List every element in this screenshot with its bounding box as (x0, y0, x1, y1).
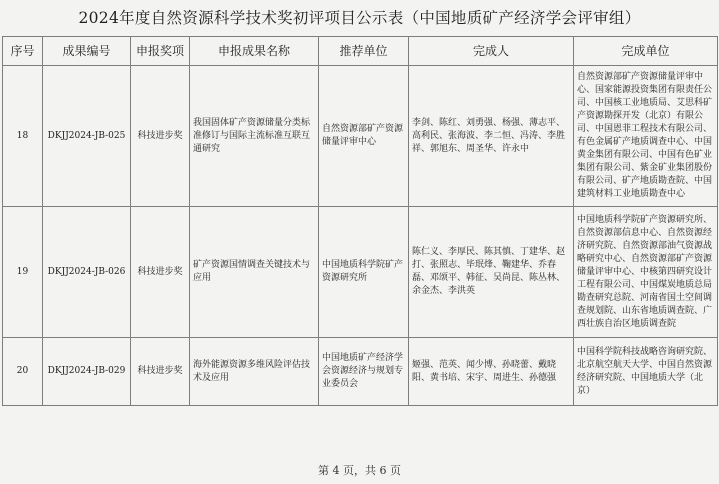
row-people: 李剑、陈红、刘勇强、杨强、薄志平、高利民、张海波、李二恒、冯涛、李胜祥、郭旭东、周圣华、许永中 (409, 66, 574, 207)
row-code: DKJJ2024-JB-029 (43, 338, 131, 406)
row-no: 19 (3, 207, 43, 338)
row-people: 陈仁义、李厚民、陈其慎、丁建华、赵打、张照志、毕珉烽、鞠建华、乔春磊、邓颂平、韩征、吴尚昆、陈丛林、余金杰、李洪英 (409, 207, 574, 338)
page-title: 2024年度自然资源科学技术奖初评项目公示表（中国地质矿产经济学会评审组） (78, 9, 641, 27)
row-units: 中国科学院科技战略咨询研究院、北京航空航天大学、中国自然资源经济研究院、中国地质大学（北京） (574, 338, 718, 406)
row-name: 矿产资源国情调查关键技术与应用 (190, 207, 319, 338)
header-code: 成果编号 (43, 37, 131, 66)
row-award: 科技进步奖 (131, 338, 190, 406)
row-award: 科技进步奖 (131, 207, 190, 338)
row-code: DKJJ2024-JB-025 (43, 66, 131, 207)
row-name: 我国固体矿产资源储量分类标准修订与国际主流标准互联互通研究 (190, 66, 319, 207)
header-people: 完成人 (409, 37, 574, 66)
header-award: 申报奖项 (131, 37, 190, 66)
row-units: 自然资源部矿产资源储量评审中心、国家能源投资集团有限责任公司、中国核工业地质局、艾思科矿产资源勘探开发（北京）有限公司、中国恩菲工程技术有限公司、有色金属矿产地质调查中心、中国黄金集团有限公司、中国有色矿业集团有限公司、紫金矿业集团股份有限公司、矿产地质勘查院、中国建筑材料工业地质勘查中心 (574, 66, 718, 207)
table-row (3, 66, 718, 207)
header-name: 申报成果名称 (190, 37, 319, 66)
row-no: 20 (3, 338, 43, 406)
header-recommender: 推荐单位 (319, 37, 409, 66)
row-people: 姬强、范英、闻少博、孙晓蕾、戴晓阳、黄书培、宋宇、周进生、孙德强 (409, 338, 574, 406)
page-number: 第 4 页，共 6 页 (318, 464, 401, 477)
table-header-row (3, 37, 718, 66)
row-recommender: 中国地质科学院矿产资源研究所 (319, 207, 409, 338)
row-units: 中国地质科学院矿产资源研究所、自然资源部信息中心、自然资源经济研究院、自然资源部油气资源战略研究中心、自然资源部矿产资源储量评审中心、中核第四研究设计工程有限公司、中国煤炭地质总局勘查研究总院、河南省国土空间调查规划院、山东省地质调查院、广西壮族自治区地质调查院 (574, 207, 718, 338)
row-no: 18 (3, 66, 43, 207)
header-units: 完成单位 (574, 37, 718, 66)
row-award: 科技进步奖 (131, 66, 190, 207)
row-name: 海外能源资源多维风险评估技术及应用 (190, 338, 319, 406)
row-recommender: 自然资源部矿产资源储量评审中心 (319, 66, 409, 207)
row-recommender: 中国地质矿产经济学会资源经济与规划专业委员会 (319, 338, 409, 406)
table-row (3, 207, 718, 338)
header-no: 序号 (3, 37, 43, 66)
row-code: DKJJ2024-JB-026 (43, 207, 131, 338)
table-row (3, 338, 718, 406)
results-table (2, 36, 718, 406)
